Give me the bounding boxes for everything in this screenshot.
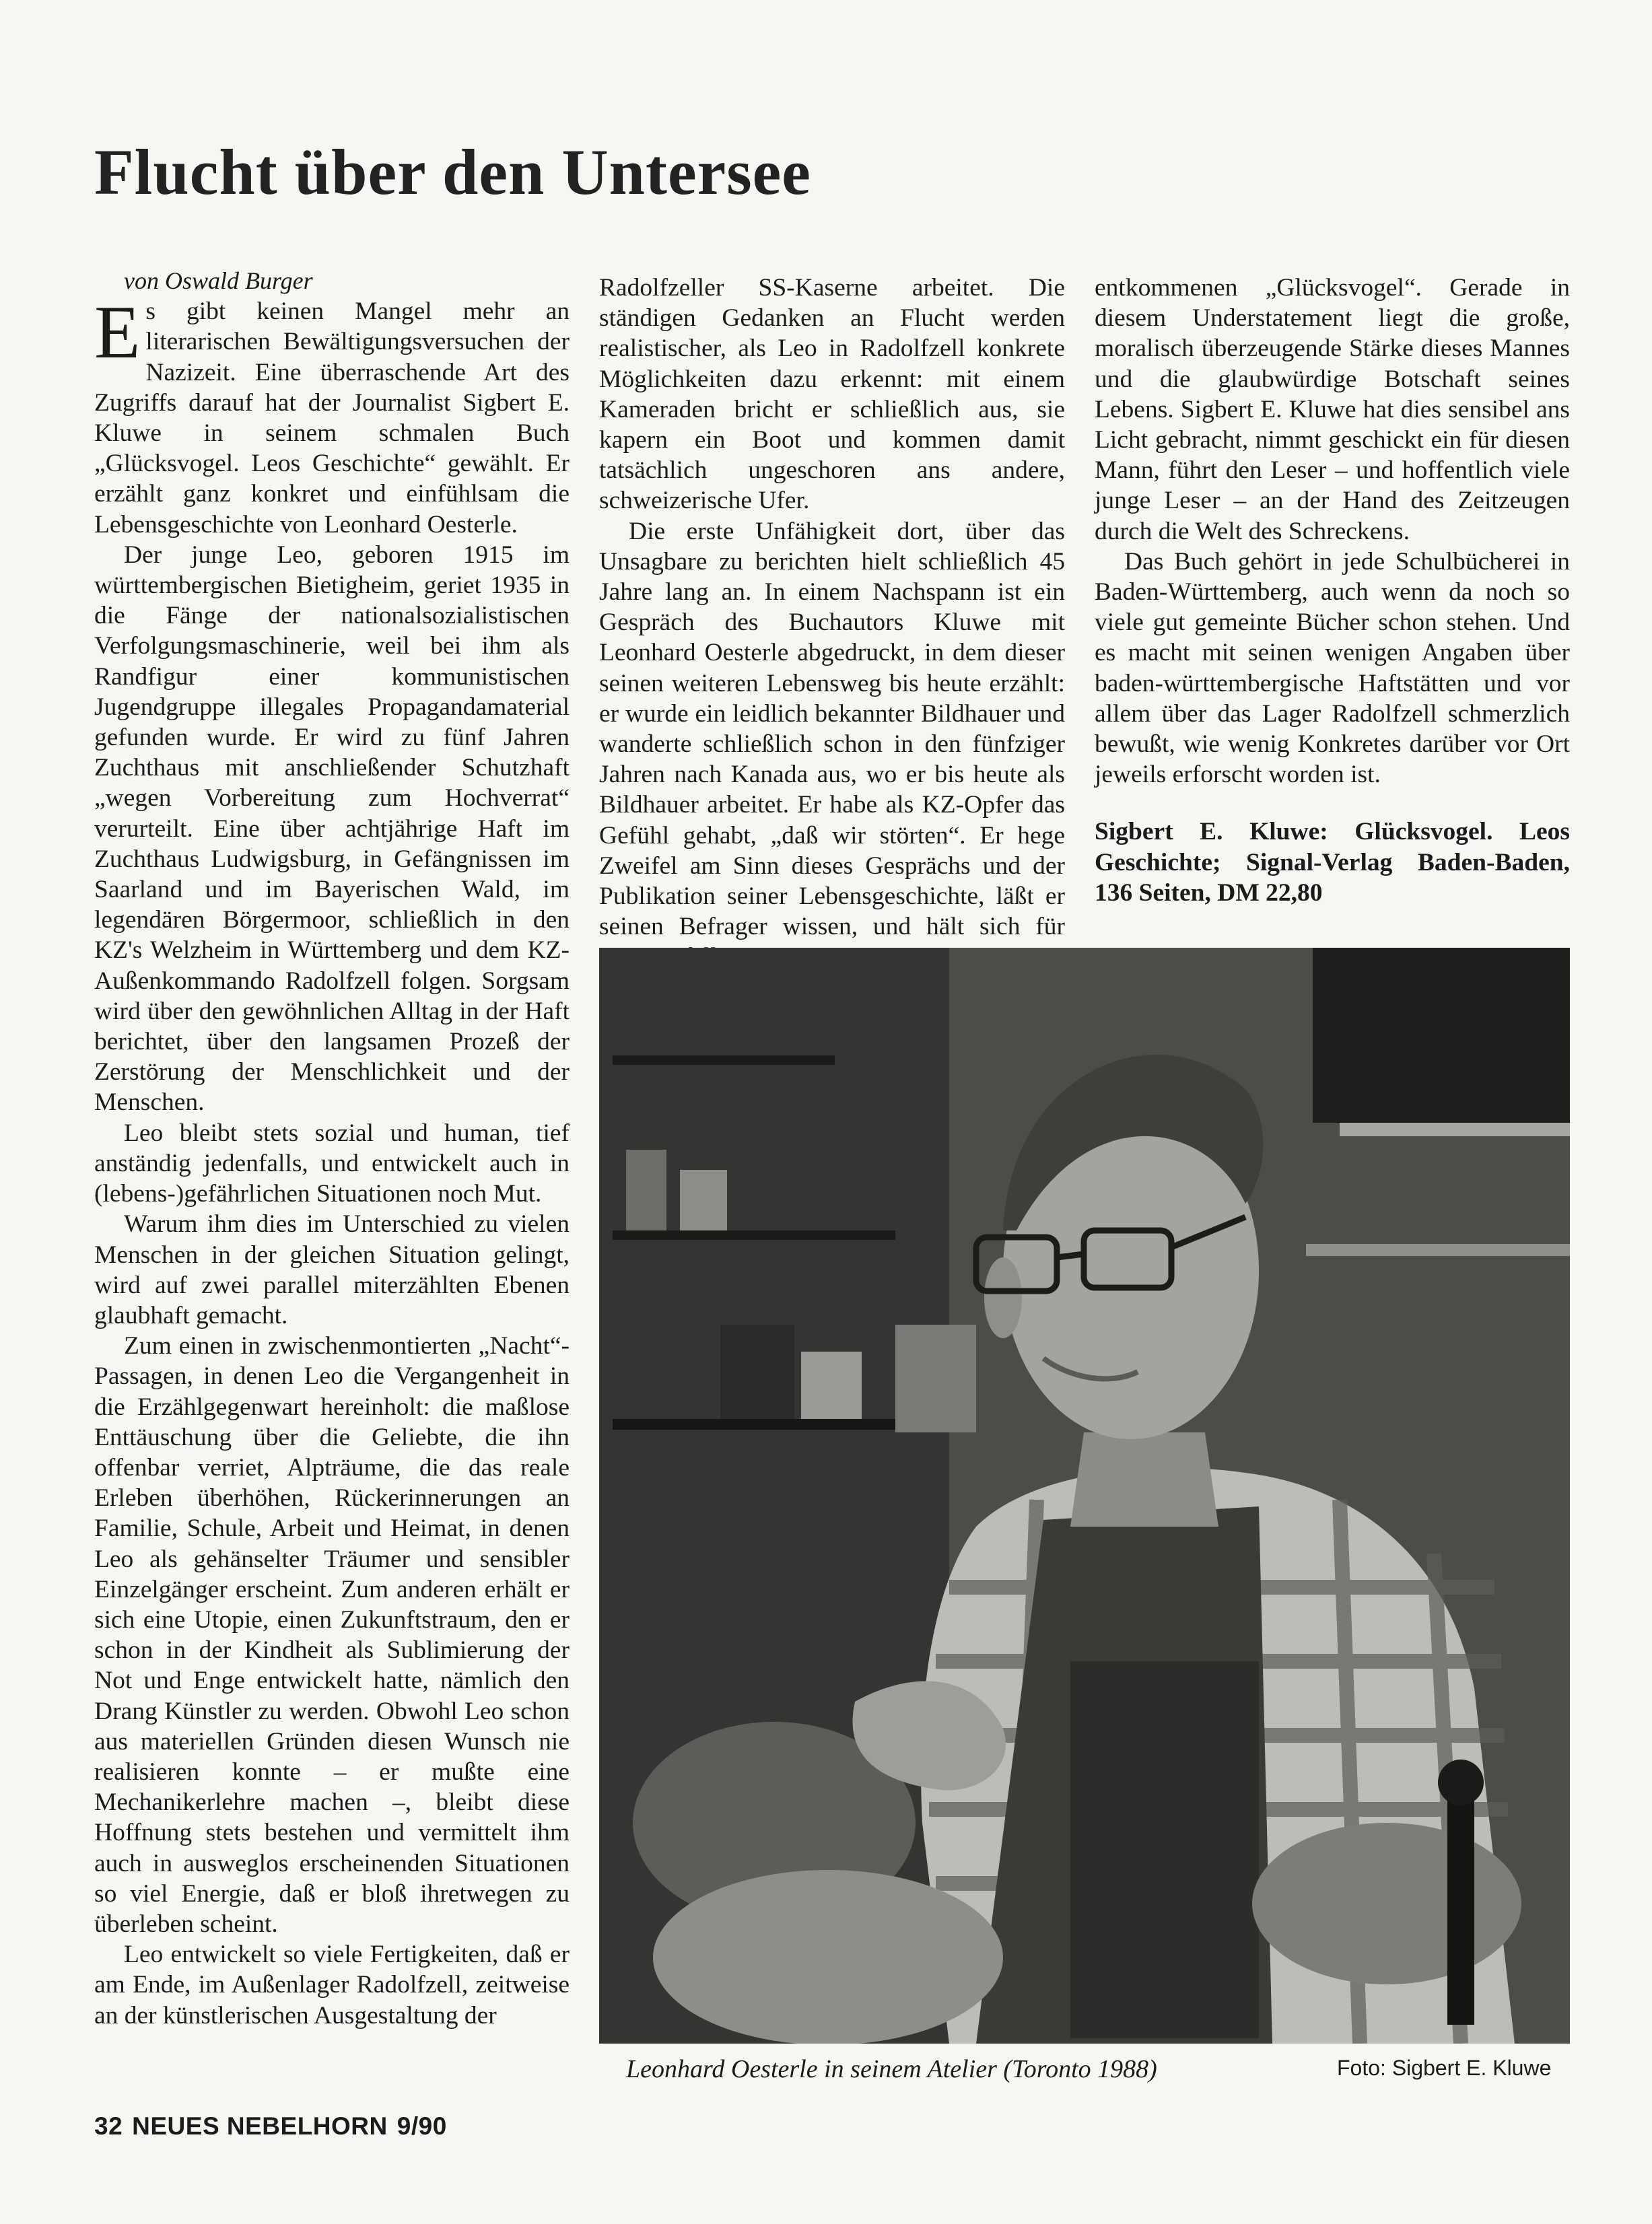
paragraph: Warum ihm dies im Unterschied zu vielen Menschen in der gleichen Situation gelingt, wird auf zwei parallel miterzählten Ebenen glaubhaft gemacht. — [94, 1210, 570, 1329]
paragraph: entkommenen „Glücksvogel“. Gerade in diesem Understatement liegt die große, moralisch überzeugende Stärke dieses Mannes und die glaubwürdige Botschaft seines Lebens. Sigbert E. Kluwe hat dies sensibel ans Licht gebracht, nimmt geschickt ein für diesen Mann, führt den Leser – und hoffentlich viele junge Leser – an der Hand des Zeitzeugen durch die Welt des Schreckens. — [1095, 274, 1570, 545]
text-column-1 — [94, 266, 570, 2031]
page-footer — [94, 2112, 456, 2141]
page-number: 32 — [94, 2112, 123, 2140]
text-column-2 — [599, 273, 1065, 973]
text-column-3 — [1095, 273, 1570, 908]
photo-credit: Foto: Sigbert E. Kluwe — [1337, 2056, 1552, 2080]
drop-cap: E — [94, 291, 141, 375]
paragraph: Radolfzeller SS-Kaserne arbeitet. Die ständigen Gedanken an Flucht werden realistischer, als Leo in Radolfzell konkrete Möglichkeiten dazu erkennt: mit einem Kameraden bricht er schließlich aus, sie kapern ein Boot und kommen damit tatsächlich ungeschoren ans andere, schweizerische Ufer. — [599, 274, 1065, 515]
article-title: Flucht über den Untersee — [94, 136, 811, 208]
issue-number: 9/90 — [397, 2112, 447, 2140]
publication-name: NEUES NEBELHORN — [132, 2112, 388, 2140]
paragraph: Es gibt keinen Mangel mehr an literarischen Bewältigungsversuchen der Nazizeit. Eine überraschende Art des Zugriffs darauf hat der Journalist Sigbert E. Kluwe in seinem schmalen Buch „Glücksvogel. Leos Geschichte“ gewählt. Er erzählt ganz konkret und einfühlsam die Lebensgeschichte von Leonhard Oesterle. — [94, 291, 570, 538]
paragraph: Zum einen in zwischenmontierten „Nacht“-Passagen, in denen Leo die Vergangenheit in die Erzählgegenwart hereinholt: die maßlose Enttäuschung über die Geliebte, die ihn offenbar verriet, Alpträume, die das reale Erleben überhöhen, Rückerinnerungen an Familie, Schule, Arbeit und Heimat, in denen Leo als gehänselter Träumer und sensibler Einzelgänger erscheint. Zum anderen erhält er sich eine Utopie, einen Zukunftstraum, den er schon in der Kindheit als Sublimierung der Not und Enge entwickelt hatte, nämlich den Drang Künstler zu werden. Obwohl Leo schon aus materiellen Gründen diesen Wunsch nie realisieren konnte – er mußte eine Mechanikerlehre machen –, bleibt diese Hoffnung stets bestehen und vermittelt ihm auch in ausweglos erscheinenden Situationen so viel Energie, daß er bloß ihretwegen zu überleben scheint. — [94, 1332, 570, 1938]
photo-illustration — [599, 948, 1570, 2044]
paragraph: Leo entwickelt so viele Fertigkeiten, daß er am Ende, im Außenlager Radolfzell, zeitweise an der künstlerischen Ausgestaltung der — [94, 1941, 570, 2029]
paragraph: Der junge Leo, geboren 1915 im württembergischen Bietigheim, geriet 1935 in die Fänge der nationalsozialistischen Verfolgungsmaschinerie, weil bei ihm als Randfigur einer kommunistischen Jugendgruppe illegales Propagandamaterial gefunden wurde. Er wird zu fünf Jahren Zuchthaus mit anschließender Schutzhaft „wegen Vorbereitung zum Hochverrat“ verurteilt. Eine über achtjährige Haft im Zuchthaus Ludwigsburg, in Gefängnissen im Saarland und im Bayerischen Wald, im legendären Börgermoor, schließlich in den KZ's Welzheim in Württemberg und dem KZ-Außenkommando Radolfzell folgen. Sorgsam wird über den gewöhnlichen Alltag in der Haft berichtet, über den langsamen Prozeß der Zerstörung der Menschlichkeit und der Menschen. — [94, 541, 570, 1117]
paragraph: Die erste Unfähigkeit dort, über das Unsagbare zu berichten hielt schließlich 45 Jahre lang an. In einem Nachspann ist ein Gespräch des Buchautors Kluwe mit Leonhard Oesterle abgedruckt, in dem dieser seinen weiteren Lebensweg bis heute erzählt: er wurde ein leidlich bekannter Bildhauer und wanderte schließlich schon in den fünfziger Jahren nach Kanada aus, wo er bis heute als Bildhauer arbeitet. Er habe als KZ-Opfer das Gefühl gehabt, „daß wir störten“. Er hege Zweifel am Sinn dieses Gesprächs und der Publikation seiner Lebensgeschichte, läßt er seinen Befrager wissen, und hält sich für — [599, 517, 1065, 941]
paragraph: Das Buch gehört in jede Schulbücherei in Baden-Württemberg, auch wenn da noch so viele gut gemeinte Bücher schon stehen. Und es macht mit seinen wenigen Angaben über baden-württembergische Haftstätten und vor allem über das Lager Radolfzell schmerzlich bewußt, wie wenig Konkretes darüber vor Ort jeweils erforscht worden ist. — [1095, 547, 1570, 789]
photo-caption: Leonhard Oesterle in seinem Atelier (Toronto 1988) — [626, 2055, 1157, 2083]
book-info: Sigbert E. Kluwe: Glücksvogel. Leos Geschichte; Signal-Verlag Baden-Baden, 136 Seiten, DM 22,80 — [1095, 818, 1570, 907]
byline: von Oswald Burger — [124, 267, 313, 294]
paragraph: Leo bleibt stets sozial und human, tief anständig jedenfalls, und entwickelt auch in (lebens-)gefährlichen Situationen noch Mut. — [94, 1119, 570, 1208]
photo-sculptor-in-studio — [599, 948, 1570, 2044]
